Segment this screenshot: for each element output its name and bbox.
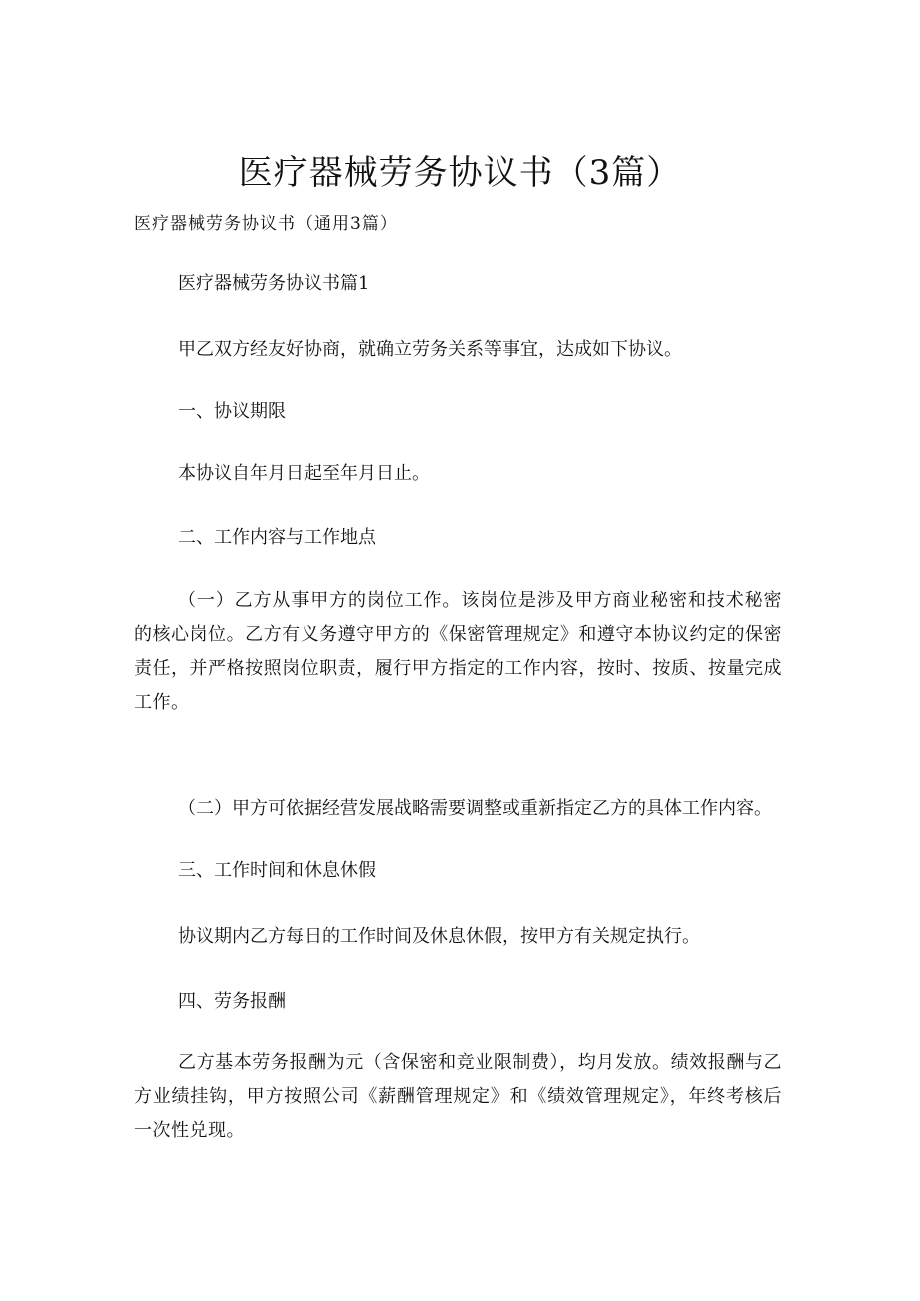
clause3-heading: 三、工作时间和休息休假 bbox=[178, 860, 376, 881]
clause2-item1-paragraph: （一）乙方从事甲方的岗位工作。该岗位是涉及甲方商业秘密和技术秘密的核心岗位。乙方有义务遵守甲方的《保密管理规定》和遵守本协议约定的保密责任，并严格按照岗位职责，履行甲方指定的工作内容，按时、按质、按量完成工作。 bbox=[134, 590, 782, 713]
clause3-text: 协议期内乙方每日的工作时间及休息休假，按甲方有关规定执行。 bbox=[178, 926, 700, 947]
document-title: 医疗器械劳务协议书（3篇） bbox=[238, 153, 682, 193]
clause1-heading: 一、协议期限 bbox=[178, 401, 286, 422]
clause4-heading: 四、劳务报酬 bbox=[178, 991, 286, 1012]
clause1-text: 本协议自年月日起至年月日止。 bbox=[178, 463, 430, 484]
clause2-item2-paragraph: （二）甲方可依据经营发展战略需要调整或重新指定乙方的具体工作内容。 bbox=[178, 798, 772, 819]
clause4-paragraph: 乙方基本劳务报酬为元（含保密和竞业限制费），均月发放。绩效报酬与乙方业绩挂钩，甲方按照公司《薪酬管理规定》和《绩效管理规定》，年终考核后一次性兑现。 bbox=[134, 1052, 782, 1141]
document-subtitle: 医疗器械劳务协议书（通用3篇） bbox=[134, 214, 398, 234]
intro-paragraph: 甲乙双方经友好协商，就确立劳务关系等事宜，达成如下协议。 bbox=[178, 339, 682, 360]
clause2-heading: 二、工作内容与工作地点 bbox=[178, 527, 376, 548]
section-heading: 医疗器械劳务协议书篇1 bbox=[178, 273, 370, 294]
